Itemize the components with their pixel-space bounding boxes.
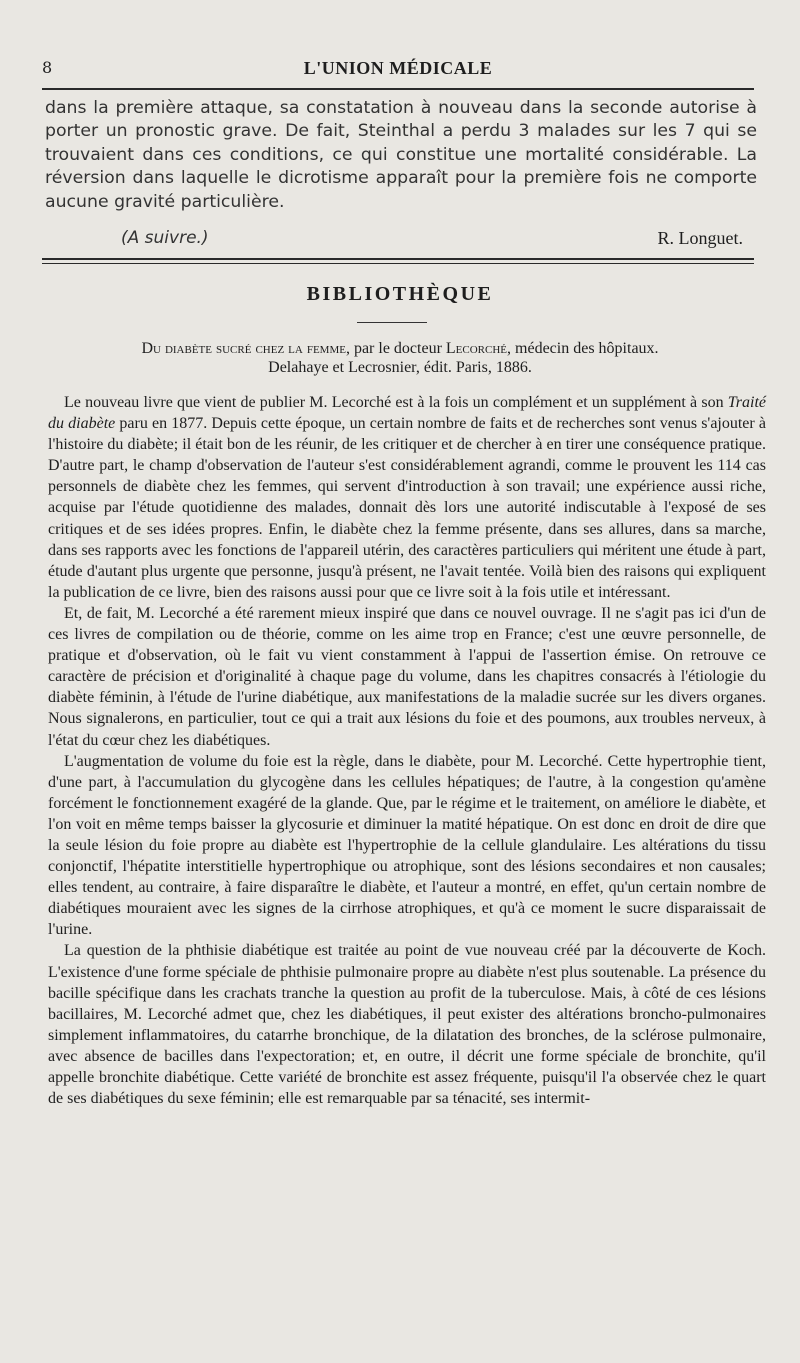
running-title: L'UNION MÉDICALE — [303, 58, 493, 78]
book-author: Lecorché, — [445, 340, 512, 357]
page-header — [42, 58, 754, 84]
previous-article-text — [45, 97, 757, 214]
book-reference — [52, 339, 748, 377]
book-ref-text: par le docteur — [349, 340, 446, 357]
section-title-rule — [357, 322, 427, 323]
review-p1-text: Le nouveau livre que vient de publier M. Lecorché est à la fois un complément et un supplément à son — [64, 394, 728, 411]
review-body — [48, 392, 766, 1109]
previous-article-signature — [45, 228, 757, 252]
article-author: R. Longuet. — [657, 228, 743, 248]
review-paragraph-1 — [48, 392, 766, 603]
cited-book-title: Traité du diabète — [48, 394, 766, 433]
book-title: Du diabète sucré chez la femme, — [141, 340, 350, 357]
section-title: BIBLIOTHÈQUE — [306, 283, 494, 305]
book-publisher: Delahaye et Lecrosnier, édit. Paris, 1886. — [268, 359, 532, 376]
page-number: 8 — [42, 58, 53, 77]
section-rule-top — [42, 258, 754, 260]
header-rule — [42, 88, 754, 90]
section-rule-bottom — [42, 263, 754, 264]
review-p1-text-cont: paru en 1877. Depuis cette époque, un certain nombre de faits et de recherches sont venus s'ajouter à l'histoire du diabète; il était bon de les réunir, de les critiquer et de chercher à en tirer une conséquence pratique. D'autre part, le champ d'observation de l'auteur s'est considérablement agrandi, comme le prouvent les 114 cas personnels de diabète chez les femmes, qui servent d'introduction à son travail; une expérience aussi riche, acquise par l'étude quotidienne des malades, donnait dès lors une autorité indiscutable à l'exposé de ses critiques et de ses idées propres. Enfin, le diabète chez la femme présente, dans ses allures, dans sa marche, dans ses rapports avec les fonctions de l'appareil utérin, des caractères particuliers qui méritent une étude à part, étude d'autant plus urgente que personne, jusqu'à présent, ne l'avait tentée. Voilà bien des raisons qui expliquent la publication de ce livre, bien des raisons aussi pour que ce livre soit à la fois utile et intéressant. — [48, 415, 766, 601]
previous-article-paragraph: dans la première attaque, sa constatation à nouveau dans la seconde autorise à porter un pronostic grave. De fait, Steinthal a perdu 3 malades sur les 7 qui se trouvaient dans ces conditions, ce qui constitue une mortalité considérable. La réversion dans laquelle le dicrotisme apparaît pour la première fois ne comporte aucune gravité particulière. — [45, 98, 757, 212]
review-paragraph-2: Et, de fait, M. Lecorché a été rarement mieux inspiré que dans ce nouvel ouvrage. Il ne s'agit pas ici d'un de ces livres de compilation ou de théorie, comme on les aime trop en France; c'est une œuvre personnelle, de pratique et d'observation, où le fait vu vient constamment à l'appui de l'assertion émise. On retrouve ce caractère de précision et d'originalité à chaque page du volume, dans les chapitres consacrés à l'étiologie du diabète féminin, à l'étude de l'urine diabétique, aux manifestations de la maladie sucrée sur les divers organes. Nous signalerons, en particulier, tout ce qui a trait aux lésions du foie et des poumons, aux troubles nerveux, à l'état du cœur chez les diabétiques. — [48, 604, 766, 749]
review-paragraph-4: La question de la phthisie diabétique est traitée au point de vue nouveau créé par la découverte de Koch. L'existence d'une forme spéciale de phthisie pulmonaire propre au diabète n'est plus soutenable. La présence du bacille spécifique dans les crachats tranche la question au profit de la tuberculose. Mais, à côté de ces lésions bacillaires, M. Lecorché admet que, chez les diabétiques, il peut exister des altérations broncho-pulmonaires simplement inflammatoires, du catarrhe bronchique, de la dilatation des bronches, de la sclérose pulmonaire, avec absence de bacilles dans l'expectoration; et, en outre, il décrit une forme spéciale de bronchite, qu'il appelle bronchite diabétique. Cette variété de bronchite est assez fréquente, puisqu'il l'a observée chez le quart de ses diabétiques du sexe féminin; elle est remarquable par sa ténacité, ses intermit- — [48, 942, 766, 1108]
continuation-note: (A suivre.) — [121, 228, 209, 248]
book-ref-text-end: médecin des hôpitaux. — [511, 340, 659, 357]
review-paragraph-3: L'augmentation de volume du foie est la règle, dans le diabète, pour M. Lecorché. Cette hypertrophie tient, d'une part, à l'accumulation du glycogène dans les cellules hépatiques; de l'autre, à la congestion qu'amène forcément le fonctionnement exagéré de la glande. Que, par le régime et le traitement, on améliore le diabète, et l'on voit en même temps baisser la glycosurie et diminuer la matité hépatique. On est donc en droit de dire que la seule lésion du foie propre au diabète est l'hypertrophie de la cellule glandulaire. Les altérations du tissu conjonctif, l'hépatite interstitielle hypertrophique ou atrophique, sont des lésions secondaires et non causales; elles tendent, au contraire, à faire disparaître le diabète, et l'auteur a montré, en effet, qu'un certain nombre de diabétiques mouraient avec les signes de la cirrhose atrophiques, et qu'à ce moment le sucre disparaissait de l'urine. — [48, 752, 766, 939]
